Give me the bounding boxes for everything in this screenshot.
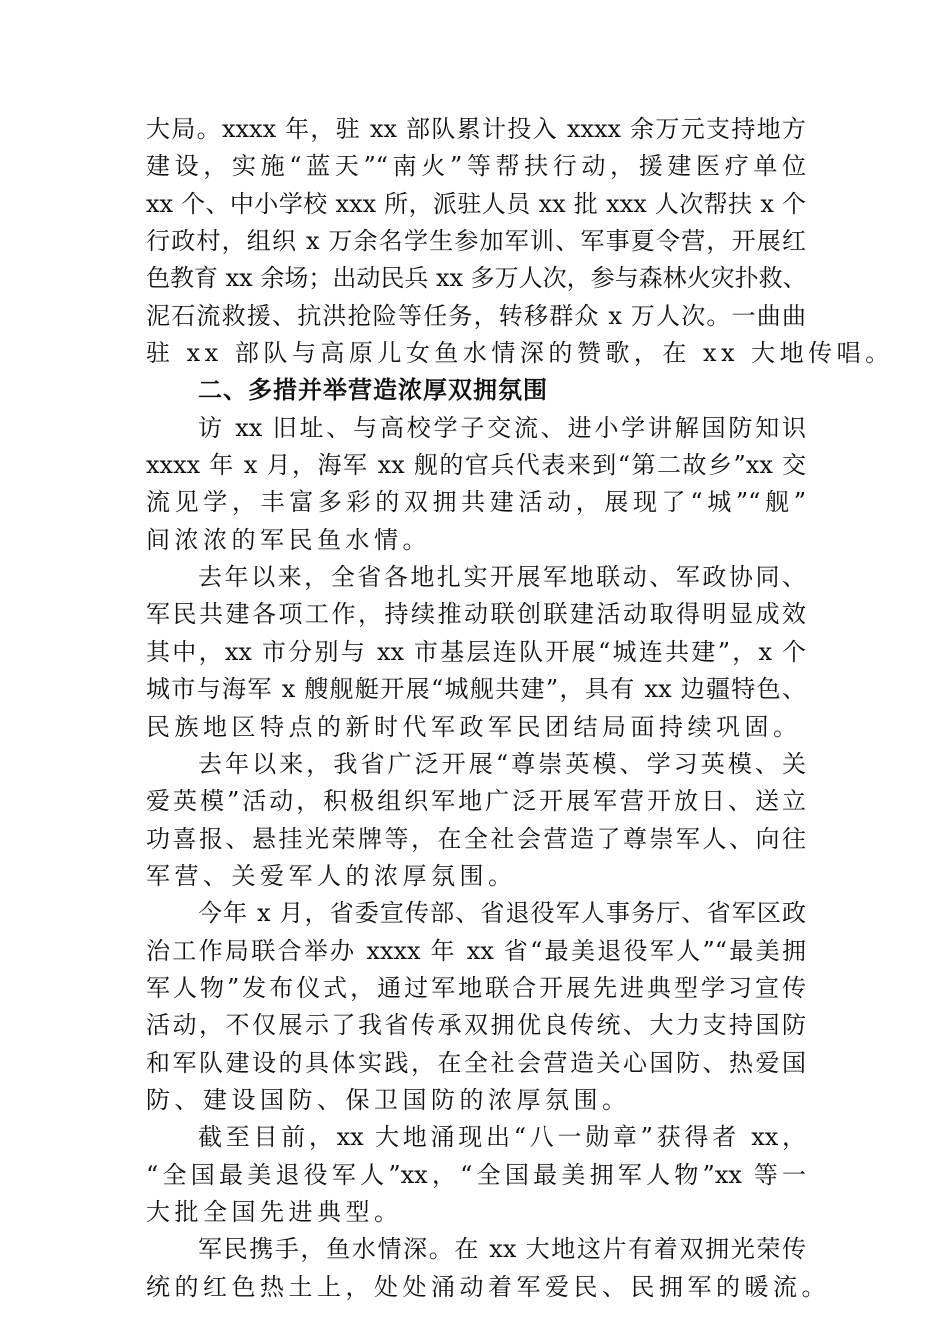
text-line: 泥石流救援、抗洪抢险等任务，转移群众 x 万人次。一曲曲: [146, 301, 806, 330]
text-line: 驻 xx 部队与高原儿女鱼水情深的赞歌，在 xx 大地传唱。: [146, 339, 894, 368]
text-line: 截至目前，xx 大地涌现出“八一勋章”获得者 xx，: [198, 1123, 806, 1152]
text-line: xx 个、中小学校 xxx 所，派驻人员 xx 批 xxx 人次帮扶 x 个: [146, 189, 806, 218]
paragraph: [146, 410, 806, 559]
text-line: 其中，xx 市分别与 xx 市基层连队开展“城连共建”，x 个: [146, 637, 806, 666]
text-line: 军民携手，鱼水情深。在 xx 大地这片有着双拥光荣传: [198, 1235, 806, 1264]
document-page: [146, 111, 894, 1306]
text-line: 爱英模”活动，积极组织军地广泛开展军营开放日、送立: [146, 787, 806, 816]
text-line: 防、建设国防、保卫国防的浓厚氛围。: [146, 1085, 631, 1114]
paragraph: [146, 559, 806, 746]
paragraph: [146, 1119, 806, 1231]
paragraph: [146, 895, 806, 1119]
text-line: 功喜报、悬挂光荣牌等，在全社会营造了尊崇军人、向往: [146, 824, 806, 853]
text-line: 城市与海军 x 艘舰艇开展“城舰共建”，具有 xx 边疆特色、: [146, 675, 806, 704]
paragraph-continued: [146, 111, 894, 372]
text-line: 统的红色热土上，处处涌动着军爱民、民拥军的暖流。: [146, 1272, 830, 1301]
text-line: 今年 x 月，省委宣传部、省退役军人事务厅、省军区政: [198, 899, 806, 928]
text-line: 民族地区特点的新时代军政军民团结局面持续巩固。: [146, 712, 802, 741]
paragraph: [146, 746, 806, 895]
text-line: 色教育 xx 余场；出动民兵 xx 多万人次，参与森林火灾扑救、: [146, 264, 807, 293]
text-line: 大批全国先进典型。: [146, 1197, 403, 1226]
text-line: 间浓浓的军民鱼水情。: [146, 525, 431, 554]
text-line: 建设，实施“蓝天”“南火”等帮扶行动，援建医疗单位: [146, 152, 806, 181]
text-line: 和军队建设的具体实践，在全社会营造关心国防、热爱国: [146, 1048, 806, 1077]
text-line: xxxx 年 x 月，海军 xx 舰的官兵代表来到“第二故乡”xx 交: [146, 451, 806, 480]
text-line: 流见学，丰富多彩的双拥共建活动，展现了“城”“舰”: [146, 488, 806, 517]
text-line: 军民共建各项工作，持续推动联创联建活动取得明显成效: [146, 600, 806, 629]
text-line: 治工作局联合举办 xxxx 年 xx 省“最美退役军人”“最美拥: [146, 936, 806, 965]
text-line: 去年以来，我省广泛开展“尊崇英模、学习英模、关: [198, 749, 806, 778]
section-heading: 二、多措并举营造浓厚双拥氛围: [198, 376, 548, 405]
text-line: 活动，不仅展示了我省传承双拥优良传统、大力支持国防: [146, 1011, 806, 1040]
text-line: 访 xx 旧址、与高校学子交流、进小学讲解国防知识: [198, 413, 806, 442]
text-line: 去年以来，全省各地扎实开展军地联动、军政协同、: [198, 563, 806, 592]
text-line: 大局。xxxx 年，驻 xx 部队累计投入 xxxx 余万元支持地方: [146, 115, 806, 143]
text-line: 军人物”发布仪式，通过军地联合开展先进典型学习宣传: [146, 973, 806, 1002]
paragraph: [146, 1231, 830, 1306]
text-line: “全国最美退役军人”xx，“全国最美拥军人物”xx 等一: [146, 1160, 806, 1189]
text-line: 行政村，组织 x 万余名学生参加军训、军事夏令营，开展红: [146, 227, 806, 256]
text-line: 军营、关爱军人的浓厚氛围。: [146, 861, 517, 890]
